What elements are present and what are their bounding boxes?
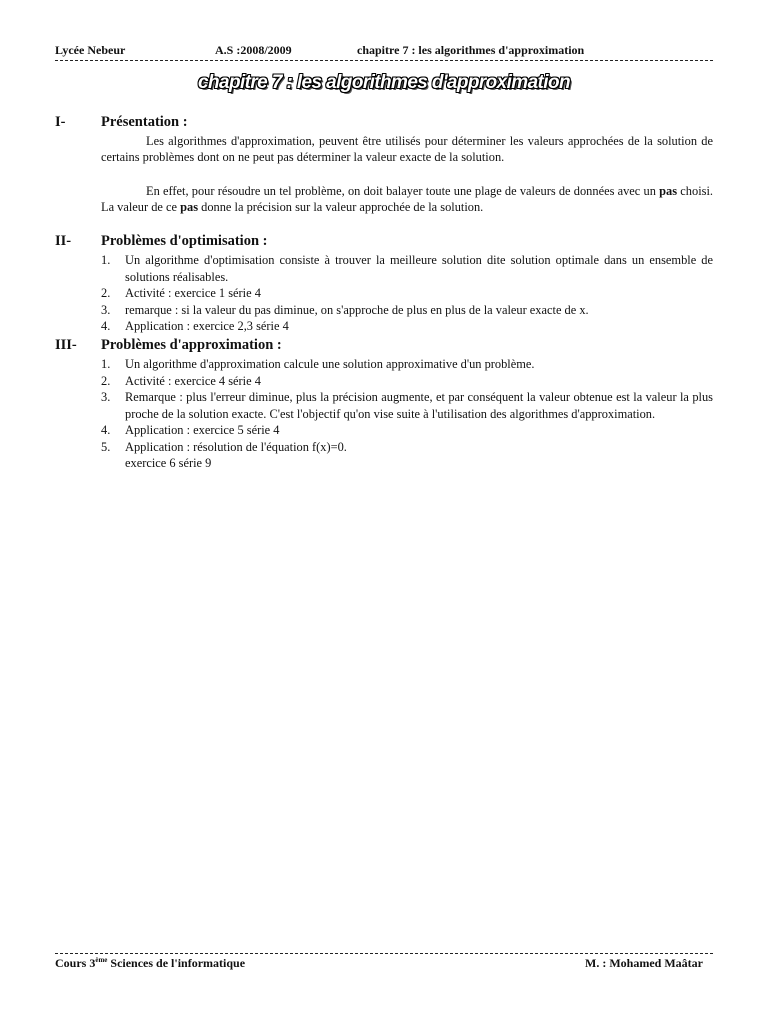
header-school: Lycée Nebeur — [55, 43, 126, 57]
item-text: remarque : si la valeur du pas diminue, on s'approche de plus en plus de la valeur exacte de x. — [125, 302, 589, 317]
approximation-list — [101, 356, 713, 472]
footer-course-text: Sciences de l'informatique — [107, 956, 246, 970]
item-number: 1. — [101, 253, 111, 267]
section-title: Problèmes d'optimisation : — [101, 233, 268, 249]
item-text: Application : résolution de l'équation f(x)=0. — [125, 439, 347, 454]
section-number: I- — [55, 114, 66, 130]
item-text: Un algorithme d'approximation calcule une solution approximative d'un problème. — [125, 357, 535, 371]
item-text: Application : exercice 2,3 série 4 — [125, 319, 289, 333]
item-number: 2. — [101, 286, 111, 300]
list-item — [101, 285, 713, 302]
chapter-title — [55, 72, 713, 94]
list-item — [101, 373, 713, 390]
section-number: III- — [55, 337, 77, 353]
footer-course-text: Cours 3 — [55, 956, 96, 970]
item-text: Activité : exercice 4 série 4 — [125, 373, 261, 388]
item-extra-text: exercice 6 série 9 — [125, 456, 212, 470]
para-text: donne la précision sur la valeur approchée de la solution. — [198, 200, 484, 214]
item-number: 4. — [101, 319, 111, 333]
item-text: Remarque : plus l'erreur diminue, plus la précision augmente, et par conséquent la valeur obtenue est la valeur la plus proche de la solution exacte. C'est l'objectif qu'on vise suite à l'utilisation des algorithmes d'approximation. — [125, 390, 713, 421]
pas-keyword: pas — [659, 184, 678, 198]
para-text: En effet, pour résoudre un tel problème, on doit balayer toute une plage de valeurs de données avec un — [146, 184, 660, 198]
header-year: A.S :2008/2009 — [215, 43, 292, 57]
footer-divider — [55, 953, 713, 954]
section-title: Problèmes d'approximation : — [101, 337, 282, 353]
para-text: choisi. La valeur de ce — [101, 184, 713, 214]
footer-course-superscript: ème — [95, 956, 108, 964]
item-number: 2. — [101, 373, 111, 388]
presentation-paragraph-2 — [101, 183, 713, 215]
list-item — [101, 422, 713, 439]
page-header — [55, 43, 713, 61]
list-item — [101, 302, 713, 319]
header-chapter: chapitre 7 : les algorithmes d'approximation — [357, 43, 585, 57]
section-title: Présentation : — [101, 114, 188, 130]
section-heading-presentation — [55, 114, 713, 132]
document-page — [55, 0, 713, 1024]
chapter-title-text: chapitre 7 : les algorithmes d'approximation — [198, 72, 570, 93]
item-number: 1. — [101, 357, 111, 371]
item-number: 5. — [101, 439, 111, 454]
list-item — [101, 439, 713, 472]
list-item — [101, 356, 713, 373]
item-text: Activité : exercice 1 série 4 — [125, 286, 261, 300]
section-heading-optimisation — [55, 233, 713, 251]
item-text: Un algorithme d'optimisation consiste à trouver la meilleure solution dite solution optimale dans un ensemble de solutions réalisables. — [125, 253, 713, 284]
list-item — [101, 318, 713, 335]
item-number: 3. — [101, 390, 111, 404]
page-footer — [55, 956, 713, 974]
item-text: Application : exercice 5 série 4 — [125, 423, 280, 437]
footer-course — [55, 956, 245, 971]
section-heading-approximation — [55, 337, 713, 355]
pas-keyword: pas — [180, 200, 199, 214]
header-divider — [55, 60, 713, 61]
presentation-paragraph-1: Les algorithmes d'approximation, peuvent être utilisés pour déterminer les valeurs approchées de la solution de certains problèmes dont on ne peut pas déterminer la valeur exacte de la solution. — [101, 134, 713, 164]
item-number: 3. — [101, 302, 111, 317]
footer-author: M. : Mohamed Maâtar — [585, 956, 703, 970]
section-number: II- — [55, 233, 72, 249]
list-item — [101, 389, 713, 422]
item-number: 4. — [101, 423, 111, 437]
list-item — [101, 252, 713, 285]
optimisation-list — [101, 252, 713, 335]
